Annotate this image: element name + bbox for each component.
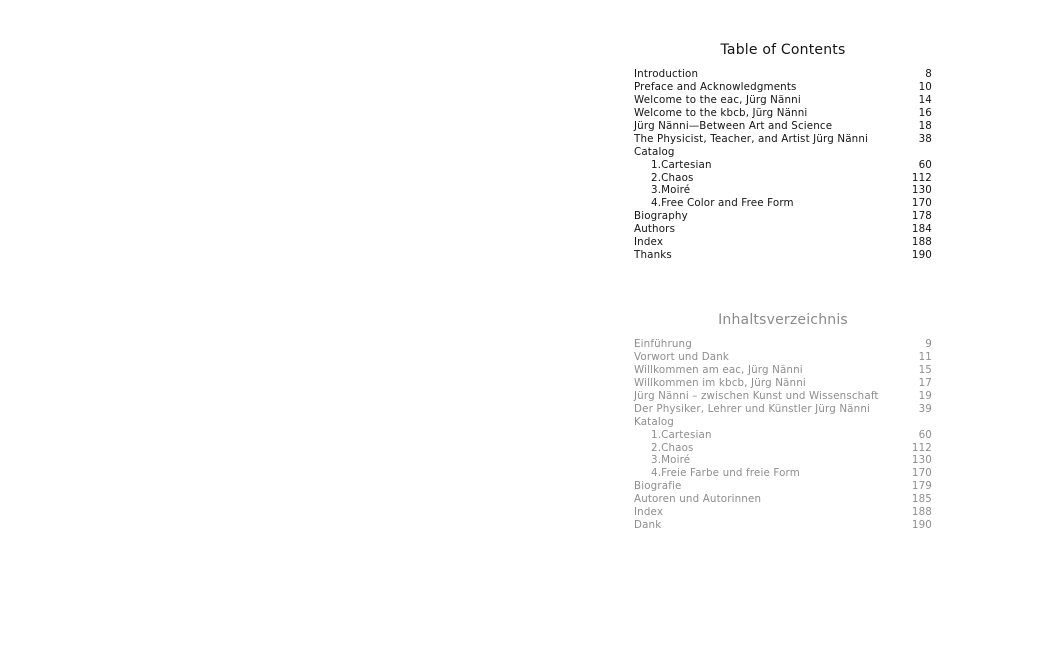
toc-english xyxy=(634,40,932,262)
toc-entry xyxy=(634,210,932,223)
toc-entry-text: Introduction xyxy=(634,68,699,80)
toc-entry-label xyxy=(634,390,879,403)
toc-entry-text: Jürg Nänni – zwischen Kunst und Wissenschaft xyxy=(634,389,879,402)
toc-entry xyxy=(634,493,932,506)
toc-entry-text: Moiré xyxy=(661,184,691,197)
toc-entry xyxy=(634,159,932,172)
toc-entry-page: 38 xyxy=(918,132,932,145)
toc-entry xyxy=(634,429,932,442)
toc-entry-text: Dank xyxy=(634,519,662,532)
toc-entry xyxy=(634,133,932,146)
toc-entry xyxy=(634,197,932,210)
toc-entry xyxy=(634,442,932,455)
toc-entry-label xyxy=(634,403,870,416)
toc-entry-text: Willkommen im kbcb, Jürg Nänni xyxy=(634,376,806,389)
toc-entry-page: 60 xyxy=(918,428,932,441)
toc-entry-page: 15 xyxy=(918,363,932,376)
toc-entry-label xyxy=(634,146,675,159)
toc-entry-label xyxy=(634,351,729,364)
toc-entry xyxy=(634,506,932,519)
toc-entry xyxy=(634,184,932,197)
toc-entry xyxy=(634,467,932,480)
toc-entry-page: 188 xyxy=(911,236,932,249)
toc-entry-text: Cartesian xyxy=(661,158,712,171)
toc-entry-text: Authors xyxy=(634,223,676,236)
toc-list-english xyxy=(634,68,932,262)
toc-entry xyxy=(634,454,932,467)
toc-entry-label xyxy=(634,236,663,249)
toc-entry xyxy=(634,68,932,81)
toc-entry-page: 190 xyxy=(911,249,932,262)
toc-entry xyxy=(634,390,932,403)
toc-entry-page: 112 xyxy=(911,171,932,184)
toc-entry-page: 9 xyxy=(925,338,932,350)
toc-entry-page: 188 xyxy=(911,506,932,519)
toc-entry-label xyxy=(634,429,712,442)
toc-entry-label xyxy=(634,197,794,210)
toc-entry-number: 1. xyxy=(651,428,662,441)
toc-entry-label xyxy=(634,480,681,493)
toc-entry-text: Preface and Acknowledgments xyxy=(634,80,797,93)
toc-entry xyxy=(634,416,932,429)
toc-entry-page: 112 xyxy=(911,441,932,454)
toc-entry-label xyxy=(634,172,694,185)
toc-entry-label xyxy=(634,338,692,351)
toc-entry-page: 179 xyxy=(911,480,932,493)
toc-entry-label xyxy=(634,249,672,262)
toc-german xyxy=(634,310,932,532)
toc-entry-label xyxy=(634,506,663,519)
toc-entry-page: 190 xyxy=(911,519,932,532)
toc-entry-label xyxy=(634,454,690,467)
toc-entry-page: 130 xyxy=(911,184,932,197)
toc-entry-text: Thanks xyxy=(634,249,672,262)
toc-entry-text: Katalog xyxy=(634,415,674,428)
toc-entry xyxy=(634,249,932,262)
toc-entry-label xyxy=(634,416,674,429)
toc-entry-page: 60 xyxy=(918,158,932,171)
toc-entry xyxy=(634,519,932,532)
toc-entry-text: Index xyxy=(634,506,664,519)
toc-entry-text: Willkommen am eac, Jürg Nänni xyxy=(634,363,803,376)
toc-entry-page: 178 xyxy=(911,210,932,223)
toc-entry-label xyxy=(634,519,661,532)
toc-entry xyxy=(634,377,932,390)
toc-entry-text: Free Color and Free Form xyxy=(661,197,794,210)
toc-entry xyxy=(634,81,932,94)
toc-title-english: Table of Contents xyxy=(720,42,846,58)
toc-entry-label xyxy=(634,442,694,455)
toc-entry-text: Biografie xyxy=(634,480,682,493)
toc-entry xyxy=(634,94,932,107)
toc-entry xyxy=(634,364,932,377)
toc-entry-text: Vorwort und Dank xyxy=(634,350,730,363)
toc-entry-text: Cartesian xyxy=(661,428,712,441)
toc-entry-text: Jürg Nänni—Between Art and Science xyxy=(634,119,833,132)
toc-entry-number: 4. xyxy=(651,467,662,480)
toc-entry-label xyxy=(634,364,803,377)
toc-entry xyxy=(634,120,932,133)
toc-entry-page: 11 xyxy=(918,350,932,363)
toc-entry-text: Index xyxy=(634,236,664,249)
toc-entry-page: 170 xyxy=(911,467,932,480)
toc-entry xyxy=(634,107,932,120)
toc-entry-label xyxy=(634,107,807,120)
toc-entry-page: 16 xyxy=(918,106,932,119)
toc-entry-page: 130 xyxy=(911,454,932,467)
toc-entry-page: 18 xyxy=(918,119,932,132)
toc-entry-label xyxy=(634,68,698,81)
toc-entry-label xyxy=(634,184,690,197)
toc-list-german xyxy=(634,338,932,532)
toc-entry-page: 185 xyxy=(911,493,932,506)
toc-entry-number: 4. xyxy=(651,197,662,210)
toc-entry-text: Catalog xyxy=(634,145,675,158)
toc-entry-number: 2. xyxy=(651,441,662,454)
toc-entry-label xyxy=(634,223,675,236)
toc-entry-label xyxy=(634,493,761,506)
toc-entry xyxy=(634,403,932,416)
toc-entry-label xyxy=(634,467,800,480)
toc-title-german: Inhaltsverzeichnis xyxy=(718,312,848,328)
toc-entry-page: 8 xyxy=(925,68,932,80)
toc-entry-text: Chaos xyxy=(661,441,694,454)
toc-entry xyxy=(634,480,932,493)
toc-entry-text: Der Physiker, Lehrer und Künstler Jürg Nänni xyxy=(634,402,871,415)
toc-entry-text: Biography xyxy=(634,210,688,223)
toc-entry xyxy=(634,236,932,249)
toc-entry-label xyxy=(634,159,712,172)
toc-entry xyxy=(634,172,932,185)
toc-entry-text: Welcome to the kbcb, Jürg Nänni xyxy=(634,106,808,119)
toc-entry-page: 39 xyxy=(918,402,932,415)
toc-entry-page: 184 xyxy=(911,223,932,236)
toc-entry-text: Chaos xyxy=(661,171,694,184)
toc-entry-label xyxy=(634,133,868,146)
toc-entry-label xyxy=(634,120,832,133)
toc-entry-page: 19 xyxy=(918,389,932,402)
toc-entry-number: 2. xyxy=(651,171,662,184)
toc-entry-page: 14 xyxy=(918,93,932,106)
toc-entry-page: 170 xyxy=(911,197,932,210)
toc-entry-number: 1. xyxy=(651,158,662,171)
toc-entry-number: 3. xyxy=(651,454,662,467)
toc-entry xyxy=(634,338,932,351)
toc-entry xyxy=(634,223,932,236)
toc-entry-text: Moiré xyxy=(661,454,691,467)
toc-entry-label xyxy=(634,94,801,107)
toc-entry-label xyxy=(634,210,688,223)
toc-entry-page: 17 xyxy=(918,376,932,389)
toc-entry xyxy=(634,351,932,364)
toc-entry-number: 3. xyxy=(651,184,662,197)
toc-entry-label xyxy=(634,377,806,390)
toc-entry-text: Freie Farbe und freie Form xyxy=(661,467,800,480)
toc-entry-page: 10 xyxy=(918,80,932,93)
toc-entry-text: Einführung xyxy=(634,338,692,350)
toc-entry-text: The Physicist, Teacher, and Artist Jürg Nänni xyxy=(634,132,869,145)
toc-entry xyxy=(634,146,932,159)
toc-entry-text: Welcome to the eac, Jürg Nänni xyxy=(634,93,801,106)
toc-entry-text: Autoren und Autorinnen xyxy=(634,493,762,506)
toc-entry-label xyxy=(634,81,797,94)
